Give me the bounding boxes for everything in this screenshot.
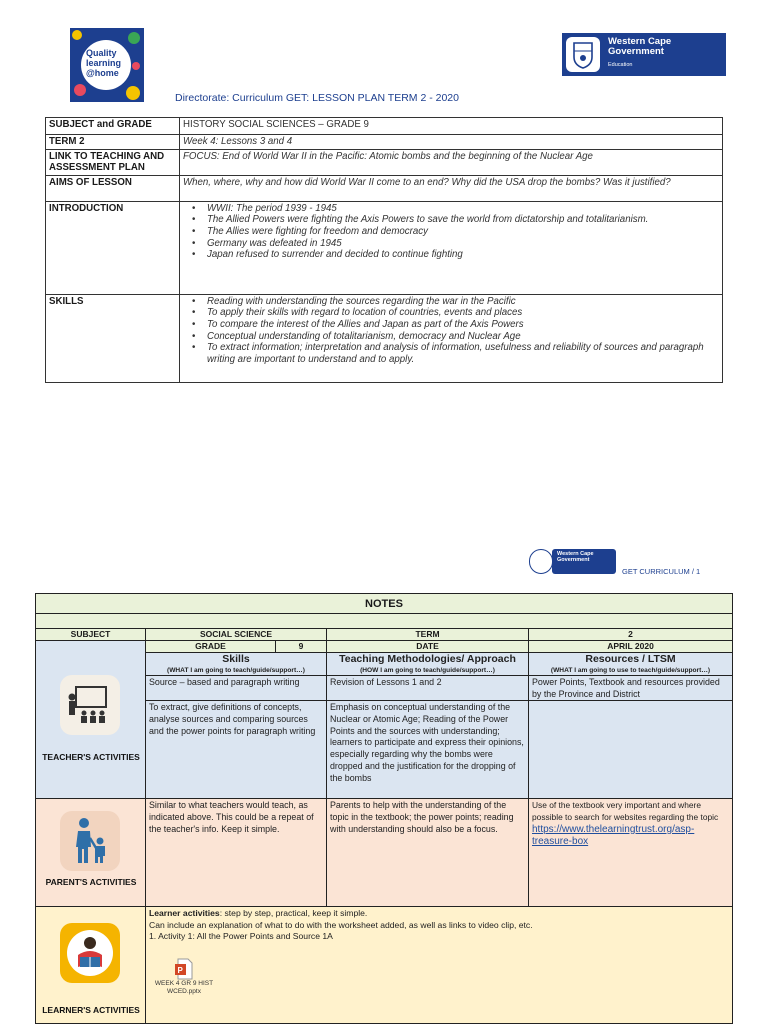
skills-column-header	[146, 653, 327, 676]
skills-list	[183, 296, 719, 366]
parent-resources-text: Use of the textbook very important and where possible to search for websites regarding the topic	[532, 800, 719, 822]
learner-activities-content	[146, 907, 732, 1024]
parent-activities-caption: PARENT'S ACTIVITIES	[45, 877, 137, 887]
methodologies-column-header	[327, 653, 529, 676]
introduction-value	[180, 201, 723, 294]
methodologies-column-subtitle: (HOW I am going to teach/guide/support…)	[360, 667, 495, 674]
subject-header: SUBJECT	[36, 629, 146, 641]
notes-title: NOTES	[36, 594, 732, 614]
table-row	[46, 135, 723, 150]
list-item: • The Allied Powers were fighting the Axis Powers to save the world from dictatorship and totalitarianism.	[183, 214, 719, 226]
crest-icon	[529, 549, 553, 574]
teacher-skills-2: To extract, give definitions of concepts, analyse sources and comparing sources and the power points for paragraph writing	[146, 701, 327, 799]
notes-table	[35, 593, 733, 1024]
term-label: TERM 2	[46, 135, 180, 150]
parent-skills: Similar to what teachers would teach, as indicated above. This could be a repeat of the teacher's info. Keep it simple.	[146, 799, 327, 907]
learner-heading-bold: Learner activities	[149, 908, 220, 918]
table-row	[46, 175, 723, 201]
teacher-icon	[60, 675, 120, 735]
learner-activities-heading	[149, 908, 729, 920]
term-value: 2	[529, 629, 732, 641]
introduction-list	[183, 203, 719, 261]
list-item: • To compare the interest of the Allies and Japan as part of the Axis Powers	[183, 319, 719, 331]
subject-grade-value: HISTORY SOCIAL SCIENCES – GRADE 9	[180, 118, 723, 135]
powerpoint-file-name[interactable]: WEEK 4 GR 9 HIST WCED.pptx	[154, 980, 214, 995]
grade-header: GRADE	[146, 641, 276, 653]
skills-value	[180, 294, 723, 382]
list-item: • WWII: The period 1939 - 1945	[183, 203, 719, 215]
crest-icon	[566, 37, 600, 72]
learner-line-2: Can include an explanation of what to do with the worksheet added, as well as links to video clip, etc.	[149, 919, 533, 930]
teacher-activities-caption: TEACHER'S ACTIVITIES	[42, 752, 140, 762]
powerpoint-file-icon[interactable]	[174, 958, 194, 980]
learner-activities-panel	[36, 907, 146, 1024]
subject-grade-label: SUBJECT and GRADE	[46, 118, 180, 135]
date-header: DATE	[327, 641, 529, 653]
teacher-method-1: Revision of Lessons 1 and 2	[327, 676, 529, 701]
wcg-small-name: Western Cape Government	[557, 551, 594, 563]
table-row	[46, 201, 723, 294]
table-row	[46, 118, 723, 135]
list-item: • To apply their skills with regard to location of countries, events and places	[183, 307, 719, 319]
introduction-label: INTRODUCTION	[46, 201, 180, 294]
list-item: • Japan refused to surrender and decided to continue fighting	[183, 249, 719, 261]
link-teaching-label: LINK TO TEACHING AND ASSESSMENT PLAN	[46, 149, 180, 175]
page-footer-curriculum: GET CURRICULUM / 1	[622, 567, 701, 576]
wcg-department: Education	[608, 62, 633, 68]
methodologies-column-title: Teaching Methodologies/ Approach	[339, 653, 516, 665]
teacher-resources-2	[529, 701, 732, 799]
aims-label: AIMS OF LESSON	[46, 175, 180, 201]
term-header: TERM	[327, 629, 529, 641]
lesson-plan-table	[45, 117, 723, 383]
learner-heading-rest: : step by step, practical, keep it simple.	[219, 908, 368, 918]
list-item: • Reading with understanding the sources regarding the war in the Pacific	[183, 296, 719, 308]
skills-label: SKILLS	[46, 294, 180, 382]
table-row	[46, 294, 723, 382]
table-row	[46, 149, 723, 175]
term-value: Week 4: Lessons 3 and 4	[180, 135, 723, 150]
resources-column-header	[529, 653, 732, 676]
teacher-activities-panel	[36, 641, 146, 799]
teacher-resources-1: Power Points, Textbook and resources provided by the Province and District	[529, 676, 732, 701]
western-cape-government-logo	[562, 33, 726, 76]
svg-text:P: P	[177, 966, 183, 975]
learner-reading-icon	[60, 923, 120, 983]
teacher-skills-1: Source – based and paragraph writing	[146, 676, 327, 701]
subject-value: SOCIAL SCIENCE	[146, 629, 327, 641]
skills-column-subtitle: (WHAT I am going to teach/guide/support…)	[167, 667, 305, 674]
skills-column-title: Skills	[222, 653, 250, 665]
western-cape-government-small-logo	[528, 548, 618, 575]
list-item: • Germany was defeated in 1945	[183, 238, 719, 250]
resources-column-subtitle: (WHAT I am going to use to teach/guide/support…)	[550, 667, 711, 674]
parent-activities-panel	[36, 799, 146, 907]
link-teaching-value: FOCUS: End of World War II in the Pacific: Atomic bombs and the beginning of the Nuclear Age	[180, 149, 723, 175]
quality-learning-logo-text: Quality learning @home	[86, 48, 122, 78]
learning-trust-link[interactable]: https://www.thelearningtrust.org/asp-treasure-box	[532, 823, 695, 848]
notes-spacer-row	[36, 614, 732, 629]
list-item: • To extract information; interpretation and analysis of information, usefulness and reliability of sources and paragraph writing are important to understand and to apply.	[183, 342, 719, 365]
teacher-method-2: Emphasis on conceptual understanding of the Nuclear or Atomic Age; Reading of the Power Points and the sources with understanding; learners to participate and express their opinions, especially regarding why the bombs were dropped and the justification for the dropping of the bombs	[327, 701, 529, 799]
wcg-name: Western Cape Government	[608, 36, 672, 57]
learner-line-3: 1. Activity 1: All the Power Points and Source 1A	[149, 931, 333, 941]
date-value: APRIL 2020	[529, 641, 732, 653]
parent-method: Parents to help with the understanding of the topic in the textbook; the power points; reading with understanding should also be a focus.	[327, 799, 529, 907]
list-item: • The Allies were fighting for freedom and democracy	[183, 226, 719, 238]
grade-value: 9	[276, 641, 327, 653]
resources-column-title: Resources / LTSM	[585, 653, 676, 665]
parent-child-icon	[60, 811, 120, 871]
aims-value: When, where, why and how did World War II come to an end? Why did the USA drop the bombs? Was it justified?	[180, 175, 723, 201]
quality-learning-logo	[70, 28, 144, 102]
directorate-title: Directorate: Curriculum GET: LESSON PLAN TERM 2 - 2020	[175, 92, 459, 104]
list-item: • Conceptual understanding of totalitarianism, democracy and Nuclear Age	[183, 331, 719, 343]
parent-resources	[529, 799, 732, 907]
learner-activities-caption: LEARNER'S ACTIVITIES	[42, 1005, 140, 1015]
